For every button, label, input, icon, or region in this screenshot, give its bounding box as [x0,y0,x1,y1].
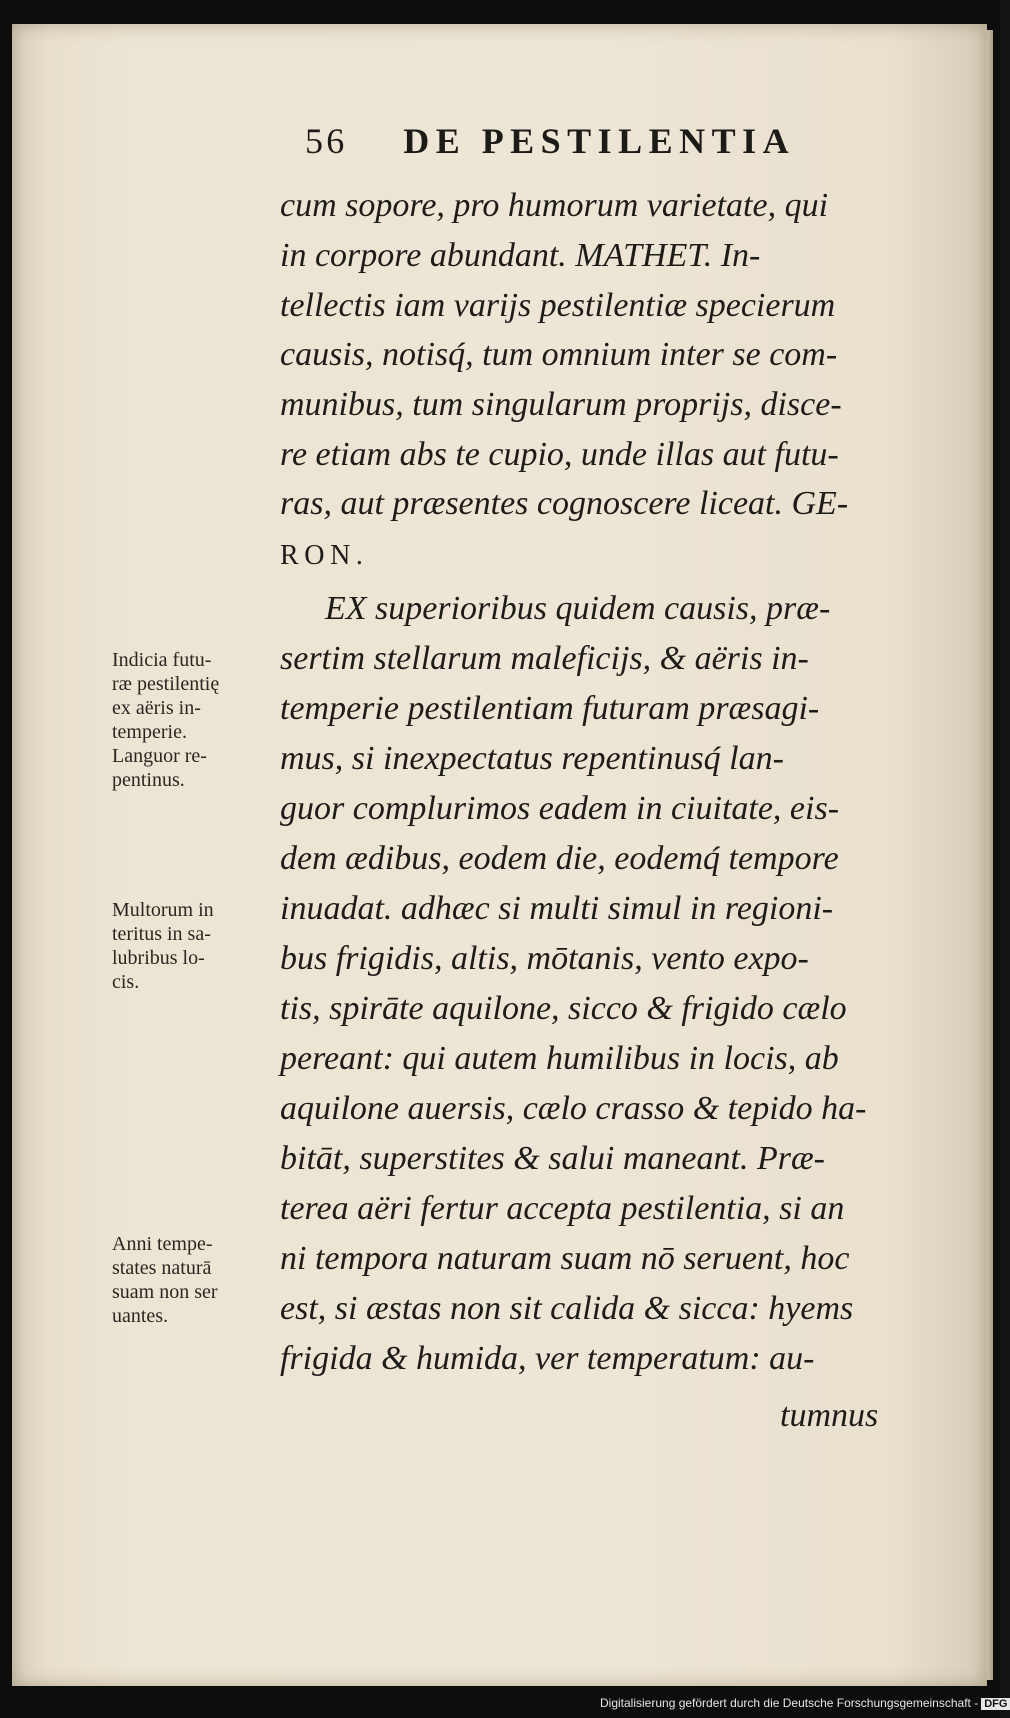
page-header [305,120,865,170]
margin-note-line: suam non ser [112,1281,218,1303]
margin-note-anni [112,1232,262,1328]
margin-note-line: ræ pestilentię [112,673,220,695]
dfg-logo: DFG [981,1698,1010,1710]
running-title: DE PESTILENTIA [403,121,796,161]
margin-note-line: cis. [112,971,140,993]
body-line: RON. [280,540,369,571]
margin-note-line: Multorum in [112,899,214,921]
margin-note-line: pentinus. [112,769,185,791]
body-line: causis, notisq́, tum omnium inter se com- [280,336,838,373]
paragraph-start-line: EX superioribus quidem causis, præ- [325,590,831,627]
body-line: in corpore abundant. MATHET. In- [280,237,761,274]
body-line: sertim stellarum maleficijs, & aëris in- [280,640,809,677]
margin-note-languor [112,744,262,792]
body-line: dem ædibus, eodem die, eodemq́ tempore [280,840,839,877]
body-line: guor complurimos eadem in ciuitate, eis- [280,790,840,827]
body-line: munibus, tum singularum proprijs, disce- [280,386,842,423]
margin-note-line: Anni tempe- [112,1233,213,1255]
body-line: temperie pestilentiam futuram præsagi- [280,690,820,727]
body-line: frigida & humida, ver temperatum: au- [280,1340,815,1377]
catchword: tumnus [780,1397,879,1434]
body-line: ni tempora naturam suam nō seruent, hoc [280,1240,850,1277]
margin-note-line: teritus in sa- [112,923,211,945]
digitization-footer [600,1696,1008,1714]
margin-note-line: temperie. [112,721,187,743]
margin-note-line: uantes. [112,1305,169,1327]
margin-note-line: Indicia futu- [112,649,212,671]
page-number: 56 [305,121,348,161]
body-line: re etiam abs te cupio, unde illas aut futu- [280,436,839,473]
margin-note-indicia [112,648,262,744]
body-line: est, si æstas non sit calida & sicca: hyems [280,1290,854,1327]
body-line: ras, aut præsentes cognoscere liceat. GE- [280,485,849,522]
footer-credit: Digitalisierung gefördert durch die Deutsche Forschungsgemeinschaft - [600,1696,979,1710]
margin-note-line: Languor re- [112,745,207,767]
body-line: tis, spirāte aquilone, sicco & frigido cælo [280,990,847,1027]
margin-note-line: ex aëris in- [112,697,201,719]
body-line: terea aëri fertur accepta pestilentia, si an [280,1190,845,1227]
body-line: aquilone auersis, cælo crasso & tepido ha- [280,1090,867,1127]
body-line: pereant: qui autem humilibus in locis, ab [280,1040,839,1077]
body-line: tellectis iam varijs pestilentiæ specierum [280,287,836,324]
body-line: mus, si inexpectatus repentinusq́ lan- [280,740,784,777]
margin-note-multorum [112,898,262,994]
body-line: bus frigidis, altis, mōtanis, vento expo- [280,940,809,977]
margin-note-line: lubribus lo- [112,947,205,969]
margin-note-line: states naturā [112,1257,212,1279]
body-line: bitāt, superstites & salui maneant. Præ- [280,1140,825,1177]
body-line: cum sopore, pro humorum varietate, qui [280,187,829,224]
body-line: inuadat. adhæc si multi simul in regioni- [280,890,834,927]
